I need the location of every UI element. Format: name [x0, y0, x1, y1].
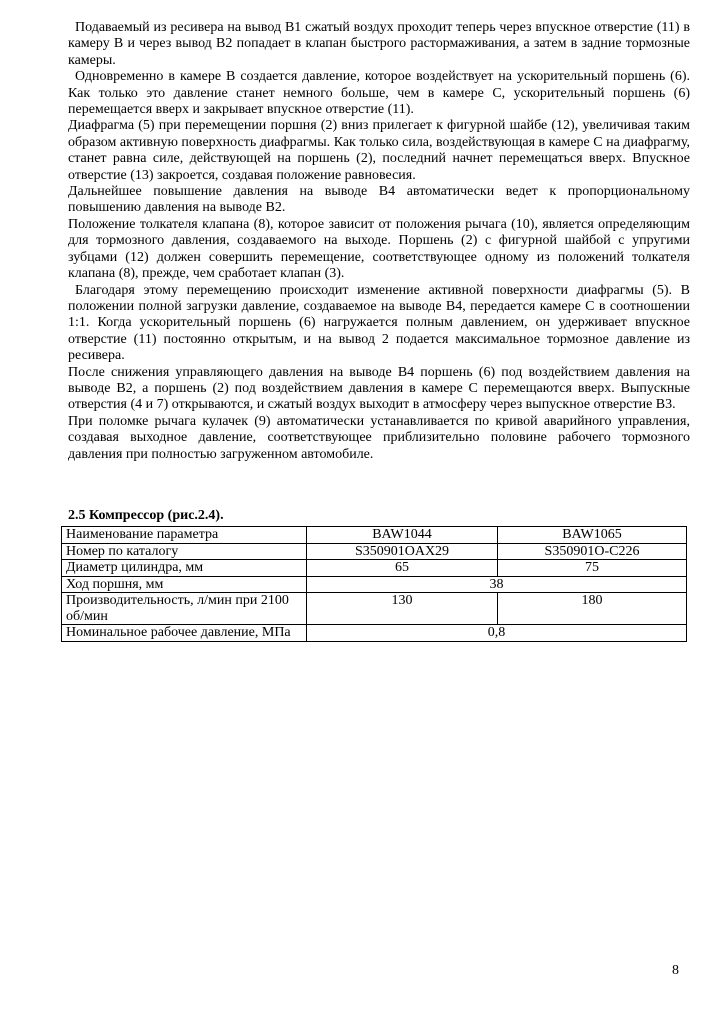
body-text	[68, 20, 690, 463]
table-row	[62, 543, 687, 560]
table-cell: S350901O-C226	[498, 543, 687, 560]
table-cell: Диаметр цилиндра, мм	[62, 560, 307, 577]
table-header-cell: BAW1065	[498, 527, 687, 544]
table-cell: Номер по каталогу	[62, 543, 307, 560]
table-cell: 180	[498, 593, 687, 625]
paragraph: Диафрагма (5) при перемещении поршня (2) вниз прилегает к фигурной шайбе (12), увеличивая таким образом активную поверхность диафрагмы. Как только сила, воздействующая в камере С на диафрагму, станет равна силе, действующей на поршень (2), последний начнет перемещаться вверх. Впускное отверстие (13) закроется, создавая положение равновесия.	[68, 118, 690, 183]
table-cell: Ход поршня, мм	[62, 576, 307, 593]
compressor-spec-table	[61, 526, 687, 642]
table-cell: 65	[307, 560, 498, 577]
paragraph: При поломке рычага кулачек (9) автоматически устанавливается по кривой аварийного управления, создавая выходное давление, соответствующее приблизительно половине рабочего тормозного давления при полностью загруженном автомобиле.	[68, 413, 690, 462]
table-cell: 130	[307, 593, 498, 625]
table-header-cell: BAW1044	[307, 527, 498, 544]
page-number: 8	[672, 963, 679, 978]
paragraph: После снижения управляющего давления на выводе В4 поршень (6) под воздействием давления на выводе В2, а поршень (2) под воздействием давления в камере С перемещаются вверх. Выпускные отверстия (4 и 7) открываются, и сжатый воздух выходит в атмосферу через выпускное отверстие В3.	[68, 364, 690, 413]
table-row	[62, 625, 687, 642]
paragraph: Положение толкателя клапана (8), которое зависит от положения рычага (10), является определяющим для тормозного давления, создаваемого на выходе. Поршень (2) с фигурной шайбой с упругими зубцами (12) должен совершить перемещение, соответствующее одному из положений толкателя клапана (8), прежде, чем сработает клапан (3).	[68, 216, 690, 282]
section-heading: 2.5 Компрессор (рис.2.4).	[68, 508, 224, 523]
table-row	[62, 593, 687, 625]
table-header-cell: Наименование параметра	[62, 527, 307, 544]
paragraph: Дальнейшее повышение давления на выводе В4 автоматически ведет к пропорциональному повышению давления на выводе В2.	[68, 184, 690, 216]
table-cell: S350901OAX29	[307, 543, 498, 560]
table-row	[62, 576, 687, 593]
table-row	[62, 560, 687, 577]
table-cell-merged: 0,8	[307, 625, 687, 642]
paragraph: Подаваемый из ресивера на вывод В1 сжатый воздух проходит теперь через впускное отверстие (11) в камеру В и через вывод В2 попадает в клапан быстрого растормаживания, а затем в задние тормозные камеры.	[68, 20, 690, 68]
table-cell: Номинальное рабочее давление, МПа	[62, 625, 307, 642]
table-cell: Производительность, л/мин при 2100 об/мин	[62, 593, 307, 625]
table-cell: 75	[498, 560, 687, 577]
paragraph: Благодаря этому перемещению происходит изменение активной поверхности диафрагмы (5). В положении полной загрузки давление, создаваемое на выводе В4, передается камере С в соотношении 1:1. Когда ускорительный поршень (6) нагружается полным давлением, он удерживает впускное отверстие (11) постоянно открытым, и на вывод 2 подается максимальное тормозное давление из ресивера.	[68, 282, 690, 364]
table-header-row	[62, 527, 687, 544]
table-cell-merged: 38	[307, 576, 687, 593]
paragraph: Одновременно в камере В создается давление, которое воздействует на ускорительный поршень (6). Как только это давление станет немного больше, чем в камере С, ускорительный поршень (6) перемещается вверх и закрывает впускное отверстие (11).	[68, 69, 690, 118]
